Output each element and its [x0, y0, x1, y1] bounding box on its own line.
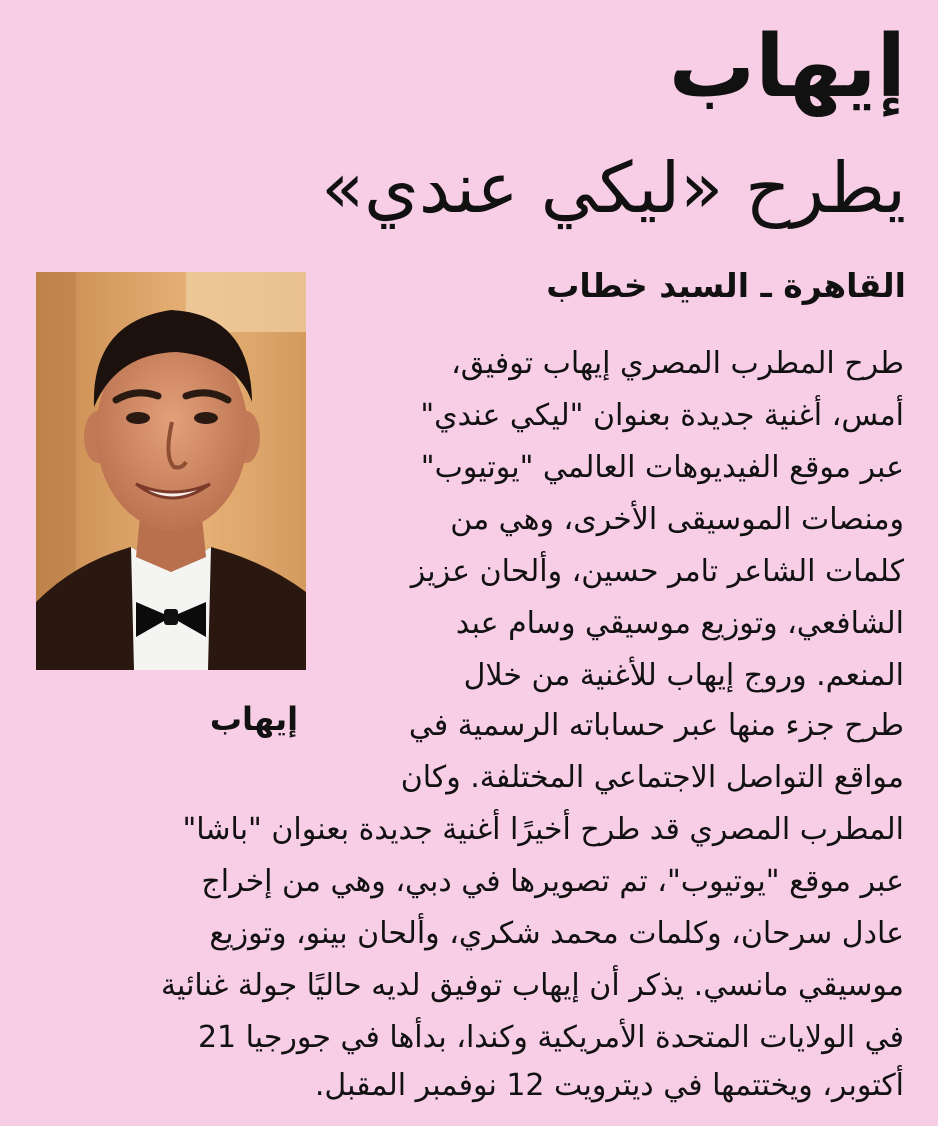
body-line-2: أمس، أغنية جديدة بعنوان "ليكي عندي" — [420, 398, 904, 433]
byline: القاهرة ـ السيد خطاب — [546, 266, 906, 305]
headline-sub: يطرح «ليكي عندي» — [321, 147, 906, 229]
body-line-9: مواقع التواصل الاجتماعي المختلفة. وكان — [400, 760, 904, 795]
body-line-8: طرح جزء منها عبر حساباته الرسمية في — [408, 708, 904, 743]
body-line-10: المطرب المصري قد طرح أخيرًا أغنية جديدة بعنوان "باشا" — [182, 812, 904, 847]
body-line-3: عبر موقع الفيديوهات العالمي "يوتيوب" — [420, 450, 904, 485]
body-line-13: موسيقي مانسي. يذكر أن إيهاب توفيق لديه حاليًا جولة غنائية — [160, 968, 904, 1003]
photo-caption: إيهاب — [209, 700, 299, 738]
body-line-4: ومنصات الموسيقى الأخرى، وهي من — [450, 502, 904, 537]
body-line-11: عبر موقع "يوتيوب"، تم تصويرها في دبي، وهي من إخراج — [201, 864, 904, 899]
body-line-12: عادل سرحان، وكلمات محمد شكري، وألحان بينو، وتوزيع — [209, 916, 904, 951]
body-line-6: الشافعي، وتوزيع موسيقي وسام عبد — [455, 606, 904, 641]
portrait-illustration — [36, 272, 306, 670]
body-line-15: أكتوبر، ويختتمها في ديترويت 12 نوفمبر المقبل. — [314, 1068, 904, 1103]
body-line-14: في الولايات المتحدة الأمريكية وكندا، بدأها في جورجيا 21 — [197, 1020, 904, 1055]
article-photo — [36, 272, 306, 670]
headline-main: إيهاب — [668, 17, 906, 117]
body-line-5: كلمات الشاعر تامر حسين، وألحان عزيز — [410, 554, 904, 589]
body-line-1: طرح المطرب المصري إيهاب توفيق، — [451, 346, 904, 381]
body-line-7: المنعم. وروج إيهاب للأغنية من خلال — [463, 658, 904, 693]
